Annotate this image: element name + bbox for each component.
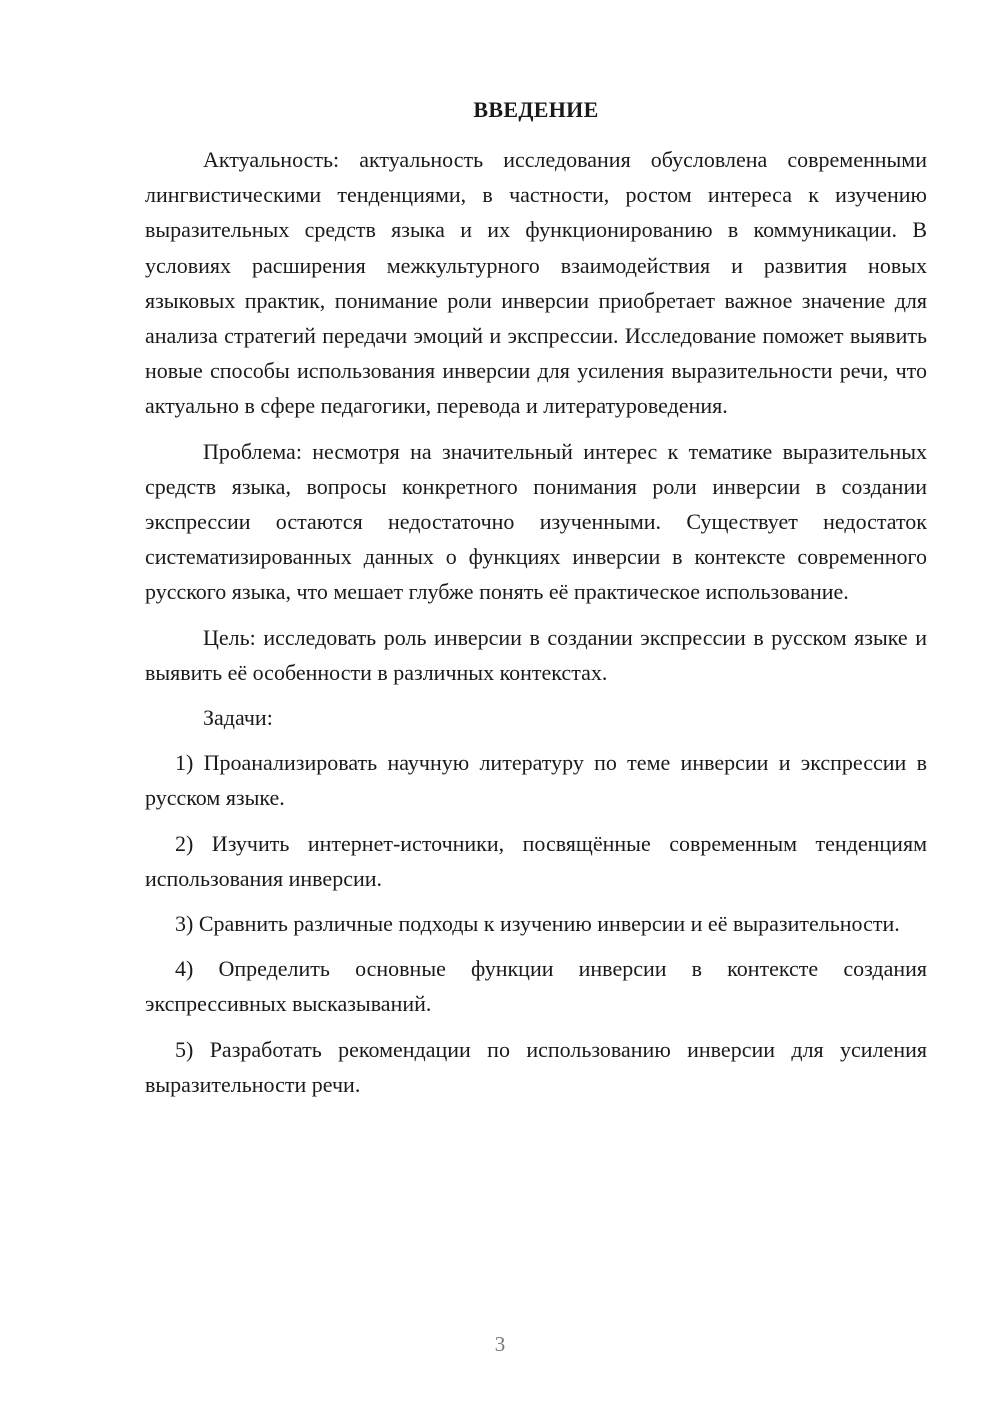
- goal-paragraph: Цель: исследовать роль инверсии в создании экспрессии в русском языке и выявить её особенности в различных контекстах.: [145, 624, 927, 685]
- task-item-1: 1) Проанализировать научную литературу по теме инверсии и экспрессии в русском языке.: [145, 750, 927, 811]
- page-content: [145, 92, 927, 1112]
- task-item-4: 4) Определить основные функции инверсии в контексте создания экспрессивных высказываний.: [145, 956, 927, 1017]
- task-item-2: 2) Изучить интернет-источники, посвящённые современным тенденциям использования инверсии.: [145, 830, 927, 891]
- relevance-paragraph: Актуальность: актуальность исследования обусловлена современными лингвистическими тенденциями, в частности, ростом интереса к изучению выразительных средств языка и их функционированию в коммуникации. В условиях расширения межкультурного взаимодействия и развития новых языковых практик, понимание роли инверсии приобретает важное значение для анализа стратегий передачи эмоций и экспрессии. Исследование поможет выявить новые способы использования инверсии для усиления выразительности речи, что актуально в сфере педагогики, перевода и литературоведения.: [145, 147, 927, 419]
- tasks-label: Задачи:: [203, 705, 273, 731]
- section-heading: ВВЕДЕНИЕ: [473, 97, 599, 122]
- page-number: 3: [494, 1332, 506, 1356]
- task-item-5: 5) Разработать рекомендации по использованию инверсии для усиления выразительности речи.: [145, 1036, 927, 1097]
- task-item-3: 3) Сравнить различные подходы к изучению инверсии и её выразительности.: [175, 911, 900, 937]
- problem-paragraph: Проблема: несмотря на значительный интерес к тематике выразительных средств языка, вопросы конкретного понимания роли инверсии в создании экспрессии остаются недостаточно изученными. Существует недостаток систематизированных данных о функциях инверсии в контексте современного русского языка, что мешает глубже понять её практическое использование.: [145, 438, 927, 605]
